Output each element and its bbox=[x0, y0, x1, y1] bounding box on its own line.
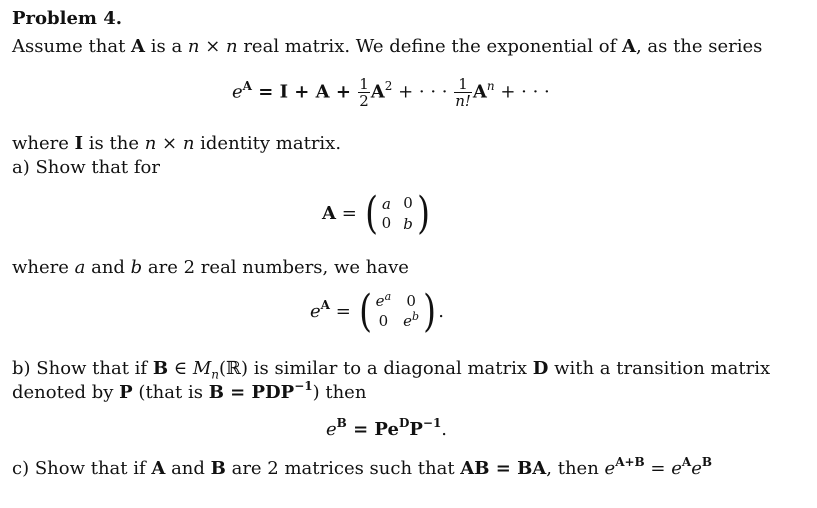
equals-sign: = bbox=[644, 458, 672, 479]
text: is the bbox=[83, 133, 145, 154]
exp-superscript: A bbox=[320, 298, 330, 312]
matrix-entries bbox=[380, 195, 415, 233]
exp-superscript: B bbox=[701, 455, 713, 469]
matrix-symbol: A bbox=[131, 36, 145, 57]
entry bbox=[403, 310, 420, 331]
part-a-intro: a) Show that for bbox=[12, 157, 160, 178]
fraction-one-over-n-factorial: $\frac{1}{n!}$ bbox=[455, 75, 471, 110]
diagonalization-equation: B = PDP bbox=[208, 382, 295, 403]
times-symbol: × bbox=[156, 133, 183, 154]
text: are 2 matrices such that bbox=[225, 458, 461, 479]
part-b-equation bbox=[326, 416, 448, 440]
period: . bbox=[438, 301, 444, 322]
text: , then bbox=[546, 458, 605, 479]
matrix-symbol: B bbox=[210, 458, 226, 479]
fraction-one-half: $\frac{1}{2}$ bbox=[359, 75, 369, 110]
text: is similar to a diagonal matrix bbox=[248, 358, 533, 379]
exp-superscript: b bbox=[412, 310, 420, 323]
exp-superscript: B bbox=[336, 416, 347, 430]
intro-text: real matrix. We define the exponential of bbox=[237, 36, 622, 57]
matrix-entries bbox=[374, 290, 421, 331]
entry: 0 bbox=[406, 292, 416, 310]
ellipsis: + · · · bbox=[392, 81, 454, 103]
text: ) then bbox=[312, 382, 367, 403]
matrix-symbol: D bbox=[532, 358, 549, 379]
exp-base: e bbox=[375, 292, 385, 310]
where-ab-sentence bbox=[12, 257, 409, 279]
exp-superscript: A+B bbox=[615, 455, 645, 469]
matrix-symbol: A bbox=[322, 203, 336, 224]
exp-base: e bbox=[691, 458, 702, 479]
power-superscript: 2 bbox=[384, 78, 393, 93]
matrix-symbol: B bbox=[152, 358, 169, 379]
left-paren: ( bbox=[358, 286, 372, 337]
identity-symbol: I bbox=[74, 133, 84, 154]
intro-text: is a bbox=[145, 36, 188, 57]
matrix-space-symbol: M bbox=[192, 358, 212, 379]
exp-superscript: a bbox=[384, 290, 392, 303]
part-c-sentence bbox=[12, 455, 713, 481]
variable: b bbox=[130, 257, 143, 278]
matrix-symbol: P bbox=[409, 419, 423, 440]
exponential-series-equation bbox=[232, 76, 550, 109]
exp-base: e bbox=[232, 81, 243, 103]
exp-superscript: A bbox=[681, 455, 692, 469]
text: with a transition matrix bbox=[548, 358, 771, 379]
exp-base: e bbox=[671, 458, 682, 479]
inverse-superscript: −1 bbox=[294, 379, 313, 393]
element-of-symbol: ∈ bbox=[168, 358, 193, 379]
entry: 0 bbox=[381, 214, 392, 232]
entry bbox=[375, 290, 392, 311]
text: and bbox=[85, 257, 131, 278]
exp-base: e bbox=[326, 419, 337, 440]
equation-middle: = Pe bbox=[346, 419, 399, 440]
intro-sentence bbox=[12, 36, 762, 58]
identity-sentence bbox=[12, 133, 341, 155]
ellipsis: + · · · bbox=[494, 81, 550, 103]
text: b) Show that if bbox=[12, 358, 153, 379]
equals-sign: = bbox=[329, 301, 357, 322]
exp-base: e bbox=[604, 458, 616, 479]
text: c) Show that if bbox=[12, 458, 152, 479]
variable: a bbox=[74, 257, 86, 278]
series-terms: = I + A + bbox=[251, 81, 358, 103]
text: where bbox=[12, 133, 75, 154]
reals-symbol: (ℝ) bbox=[218, 358, 248, 379]
right-paren: ) bbox=[423, 286, 437, 337]
dimension-symbol: n bbox=[144, 133, 157, 154]
entry: a bbox=[381, 195, 391, 213]
left-paren: ( bbox=[364, 188, 378, 239]
dimension-symbol: n bbox=[182, 133, 195, 154]
part-b-line-2 bbox=[12, 379, 367, 405]
matrix-symbol: A bbox=[621, 36, 636, 57]
entry: 0 bbox=[403, 194, 413, 212]
problem-title: Problem 4. bbox=[12, 8, 123, 29]
exp-base: e bbox=[310, 301, 321, 322]
text: are 2 real numbers, we have bbox=[142, 257, 409, 278]
matrix-symbol: A bbox=[472, 81, 487, 103]
entry: 0 bbox=[378, 312, 389, 330]
right-paren: ) bbox=[416, 188, 430, 239]
matrix-A bbox=[363, 188, 433, 239]
matrix-symbol: P bbox=[119, 382, 133, 403]
entry: b bbox=[403, 215, 413, 233]
dimension-symbol: n bbox=[187, 36, 200, 57]
subscript: n bbox=[211, 367, 219, 382]
text: and bbox=[165, 458, 211, 479]
exp-superscript: A bbox=[242, 78, 252, 93]
period: . bbox=[441, 419, 448, 440]
text: where bbox=[12, 257, 75, 278]
matrix-symbol: A bbox=[370, 81, 385, 103]
times-symbol: × bbox=[199, 36, 227, 57]
exp-superscript: D bbox=[398, 416, 410, 430]
exp-base: e bbox=[403, 312, 413, 330]
matrix-A-definition bbox=[322, 188, 432, 239]
equals-sign: = bbox=[335, 203, 363, 224]
matrix-eA-result bbox=[310, 286, 444, 337]
power-superscript: n bbox=[486, 78, 495, 93]
matrix-symbol: A bbox=[151, 458, 166, 479]
matrix-eA bbox=[357, 286, 439, 337]
text: identity matrix. bbox=[194, 133, 342, 154]
text: (that is bbox=[132, 382, 209, 403]
intro-text: Assume that bbox=[12, 36, 132, 57]
text: denoted by bbox=[12, 382, 120, 403]
commutation-equation: AB = BA bbox=[460, 458, 547, 479]
inverse-superscript: −1 bbox=[422, 416, 442, 430]
intro-text: , as the series bbox=[635, 36, 763, 57]
dimension-symbol: n bbox=[226, 36, 238, 57]
